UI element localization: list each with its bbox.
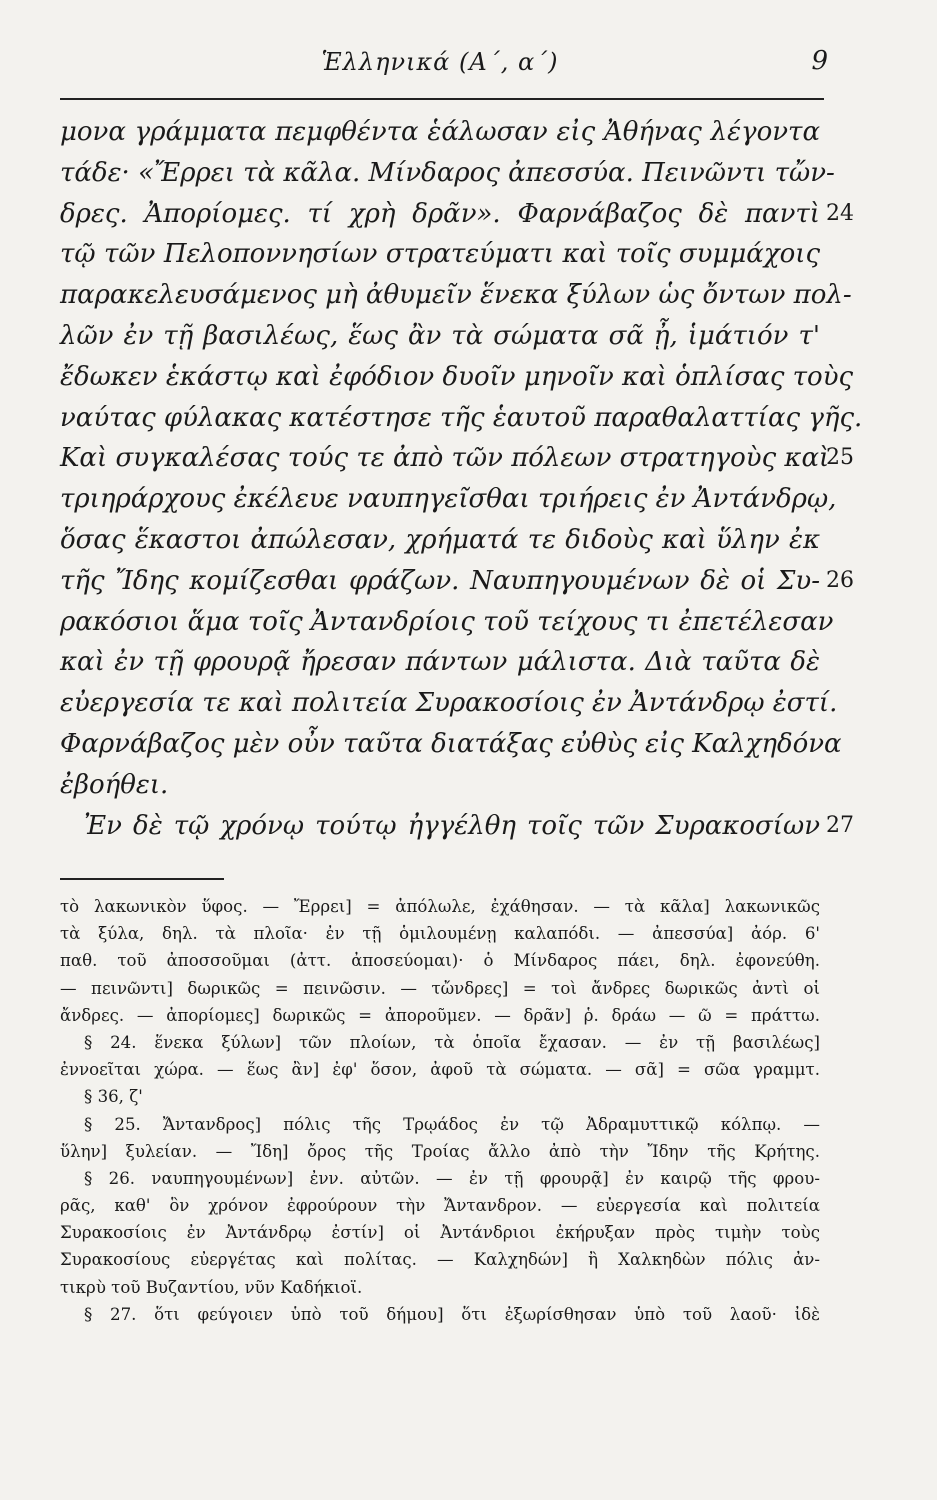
text-line-content: τῷ τῶν Πελοποννησίων στρατεύματι καὶ τοῖς συμμάχοις <box>60 239 820 270</box>
footnote-line: Συρακοσίοις ἐν Ἀντάνδρῳ ἐστίν] οἱ Ἀντάνδριοι ἐκήρυξαν πρὸς τιμὴν τοὺς <box>60 1223 820 1243</box>
text-line <box>60 479 837 520</box>
text-line-content: ναύτας φύλακας κατέστησε τῆς ἑαυτοῦ παραθαλαττίας γῆς. <box>60 402 863 433</box>
text-line-content: ἐβοήθει. <box>60 769 169 800</box>
text-line <box>60 438 854 479</box>
text-line <box>60 765 820 806</box>
text-line-content: ἔδωκεν ἑκάστῳ καὶ ἐφόδιον δυοῖν μηνοῖν καὶ ὁπλίσας τοὺς <box>60 361 854 392</box>
footnote-line: τὰ ξύλα, δηλ. τὰ πλοῖα· ἐν τῇ ὁμιλουμένῃ καλαπόδι. — ἀπεσσύα] ἀόρ. 6' <box>60 924 820 944</box>
text-line <box>60 561 854 602</box>
footnote-line: Συρακοσίους εὐεργέτας καὶ πολίτας. — Καλχηδών] ἢ Χαλκηδὼν πόλις ἀν- <box>60 1250 820 1270</box>
text-line <box>60 520 820 561</box>
footnote-line: ἄνδρες. — ἀπορίομες] δωρικῶς = ἀποροῦμεν. — δρᾶν] ῥ. δράω — ῶ = πράττω. <box>60 1005 820 1025</box>
text-line <box>60 398 863 439</box>
footnote-line: ρᾶς, καθ' ὃν χρόνον ἐφρούρουν τὴν Ἄντανδρον. — εὐεργεσία καὶ πολιτεία <box>60 1196 820 1216</box>
text-line <box>60 357 854 398</box>
text-line-content: λῶν ἐν τῇ βασιλέως, ἕως ἂν τὰ σώματα σᾶ ᾖ, ἱμάτιόν τ' <box>60 320 820 351</box>
text-line <box>60 724 842 765</box>
main-text <box>60 112 863 846</box>
margin-section-number: 25 <box>826 445 854 471</box>
running-title: Ἑλληνικά (Α΄, α΄) <box>321 48 559 76</box>
text-line-content: εὐεργεσία τε καὶ πολιτεία Συρακοσίοις ἐν Ἀντάνδρῳ ἐστί. <box>60 688 838 719</box>
text-line-content: τριηράρχους ἐκέλευε ναυπηγεῖσθαι τριήρεις ἐν Ἀντάνδρῳ, <box>60 484 837 515</box>
footnotes <box>60 893 820 1328</box>
footnote-line: § 27. ὅτι φεύγοιεν ὑπὸ τοῦ δήμου] ὅτι ἐξωρίσθησαν ὑπὸ τοῦ λαοῦ· ἰδὲ <box>84 1304 820 1324</box>
text-line <box>60 112 820 153</box>
footnote-line: — πεινῶντι] δωρικῶς = πεινῶσιν. — τὤνδρες] = τοὶ ἄνδρες δωρικῶς ἀντὶ οἱ <box>60 978 820 998</box>
text-line-content: Φαρνάβαζος μὲν οὖν ταῦτα διατάξας εὐθὺς εἰς Καλχηδόνα <box>60 728 842 759</box>
text-line-content: δρες. Ἀπορίομες. τί χρὴ δρᾶν». Φαρνάβαζος δὲ παντὶ <box>60 198 820 229</box>
text-line-content: μονα γράμματα πεμφθέντα ἑάλωσαν εἰς Ἀθήνας λέγοντα <box>60 117 820 147</box>
page-number: 9 <box>811 46 828 76</box>
text-line <box>60 316 820 357</box>
text-line-content: παρακελευσάμενος μὴ ἀθυμεῖν ἕνεκα ξύλων ὡς ὄντων πολ- <box>60 280 852 311</box>
text-line <box>60 602 834 643</box>
text-line-content: Ἐν δὲ τῷ χρόνῳ τούτῳ ἠγγέλθη τοῖς τῶν Συρακοσίων <box>84 810 820 841</box>
footnote-line: τικρὺ τοῦ Βυζαντίου, νῦν Καδήκιοϊ. <box>60 1277 363 1297</box>
text-line-content: Καὶ συγκαλέσας τούς τε ἀπὸ τῶν πόλεων στρατηγοὺς καὶ <box>60 443 830 474</box>
footnote-line: § 25. Ἄντανδρος] πόλις τῆς Τρῳάδος ἐν τῷ Ἀδραμυττικῷ κόλπῳ. — <box>84 1114 820 1134</box>
text-line-content: καὶ ἐν τῇ φρουρᾷ ἤρεσαν πάντων μάλιστα. Διὰ ταῦτα δὲ <box>60 647 820 678</box>
text-line <box>60 153 835 194</box>
text-line-content: ρακόσιοι ἅμα τοῖς Ἀντανδρίοις τοῦ τείχους τι ἐπετέλεσαν <box>60 606 834 637</box>
text-line <box>60 234 820 275</box>
footnote-line: παθ. τοῦ ἀποσσοῦμαι (ἀττ. ἀποσεύομαι)· ὁ Μίνδαρος πάει, δηλ. ἐφονεύθη. <box>60 951 820 971</box>
margin-section-number: 26 <box>826 567 854 593</box>
text-line <box>60 275 852 316</box>
footnote-line: τὸ λακωνικὸν ὕφος. — Ἔρρει] = ἀπόλωλε, ἐχάθησαν. — τὰ κᾶλα] λακωνικῶς <box>60 897 820 916</box>
header-rule <box>60 98 824 100</box>
text-line-content: ὅσας ἕκαστοι ἀπώλεσαν, χρήματά τε διδοὺς καὶ ὕλην ἐκ <box>60 524 820 555</box>
text-line-content: τάδε· «Ἔρρει τὰ κᾶλα. Μίνδαρος ἀπεσσύα. Πεινῶντι τὤν- <box>60 157 835 188</box>
text-line <box>60 194 854 235</box>
text-line <box>60 642 820 683</box>
margin-section-number: 27 <box>826 812 854 838</box>
footnote-line: § 24. ἕνεκα ξύλων] τῶν πλοίων, τὰ ὁποῖα ἔχασαν. — ἐν τῇ βασιλέως] <box>84 1032 820 1052</box>
text-line-content: τῆς Ἴδης κομίζεσθαι φράζων. Ναυπηγουμένων δὲ οἱ Συ- <box>60 565 820 596</box>
text-line <box>60 683 838 724</box>
footnote-line: ἐννοεῖται χώρα. — ἕως ἂν] ἐφ' ὅσον, ἀφοῦ τὰ σώματα. — σᾶ] = σῶα γραμμτ. <box>60 1060 820 1080</box>
footnote-line: § 26. ναυπηγουμένων] ἐνν. αὐτῶν. — ἐν τῇ φρουρᾷ] ἐν καιρῷ τῆς φρου- <box>84 1168 820 1188</box>
text-line <box>60 806 854 847</box>
footnote-rule <box>60 878 224 880</box>
page-header <box>60 46 828 88</box>
footnote-line: ὕλην] ξυλείαν. — Ἴδη] ὄρος τῆς Τροίας ἄλλο ἀπὸ τὴν Ἴδην τῆς Κρήτης. <box>60 1141 820 1161</box>
margin-section-number: 24 <box>826 200 854 226</box>
footnote-line: § 36, ζ' <box>84 1087 143 1107</box>
